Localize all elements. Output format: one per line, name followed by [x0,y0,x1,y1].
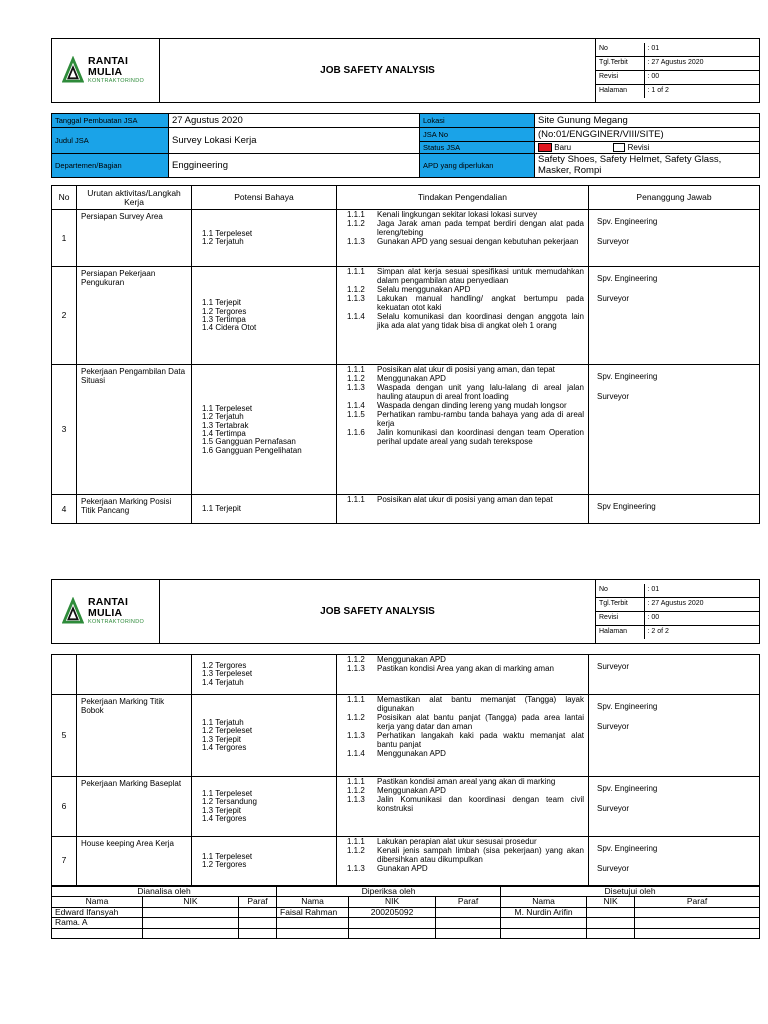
control-text: Menggunakan APD [377,785,446,795]
table-row [52,365,760,495]
empty-cell [239,928,277,938]
control-number: 1.1.3 [347,663,365,673]
hazard-item: 1.6 Gangguan Pengelihatan [202,445,302,455]
step-activity: Pekerjaan Marking Posisi Titik Pancang [77,495,192,524]
document-header-2 [51,579,760,644]
checker-nik: 200205092 [349,907,436,917]
hazard-list [192,365,337,495]
control-number: 1.1.3 [347,237,365,247]
responsible-person: Surveyor [597,662,630,671]
meta-tgl-label: Tgl.Terbit [596,598,644,612]
hazard-item: 1.4 Tertimpa [202,428,246,438]
responsible-person: Surveyor [597,803,630,813]
analyst-paraf-1 [239,907,277,917]
hazard-item: 1.4 Tergores [202,742,247,752]
control-number: 1.1.2 [347,285,365,295]
step-number: 3 [52,365,77,495]
control-number: 1.1.1 [347,210,365,220]
empty-cell [143,918,239,928]
control-number: 1.1.2 [347,374,365,384]
control-text: Lakukan manual handling/ angkat bertumpu pada kekuatan otot kaki [377,294,584,313]
paraf-header: Paraf [635,897,760,907]
control-number: 1.1.1 [347,365,365,375]
meta-rev-label: Revisi [596,612,644,626]
control-item [347,268,584,286]
approver-name: M. Nurdin Arifin [501,907,587,917]
hazard-list [192,777,337,837]
jsa-page-2 [51,579,759,939]
nik-header: NIK [349,897,436,907]
responsible-list [589,655,760,695]
checker-name: Faisal Rahman [277,907,349,917]
meta-rev-value: : 00 [644,71,759,85]
meta-tgl-value: : 27 Agustus 2020 [644,57,759,71]
apd-label: APD yang diperlukan [420,154,535,178]
control-number: 1.1.3 [347,383,365,393]
lokasi-value: Site Gunung Megang [535,114,760,128]
nik-header: NIK [143,897,239,907]
control-list [337,695,589,777]
step-number: 7 [52,837,77,886]
hazard-item: 1.2 Tersandung [202,797,258,807]
approver-nik [587,907,635,917]
meta-hal-label: Halaman [596,625,644,638]
hazard-item: 1.1 Terjepit [202,298,241,308]
control-number: 1.1.2 [347,712,365,722]
analyst-name-2: Rama. A [52,918,143,928]
table-row [52,777,760,837]
hazard-item: 1.4 Tergores [202,813,247,823]
meta-no-value: : 01 [647,586,660,594]
dept-value: Enggineering [169,154,420,178]
control-number: 1.1.1 [347,777,365,786]
control-text: Menggunakan APD [377,655,446,664]
paraf-header: Paraf [436,897,501,907]
jsano-value: (No:01/ENGGINER/VIII/SITE) [535,128,760,142]
responsible-person: Surveyor [597,237,630,247]
control-item [347,295,584,313]
responsible-person: Surveyor [597,294,630,304]
control-number: 1.1.4 [347,401,365,411]
dept-label: Departemen/Bagian [52,154,169,178]
control-text: Gunakan APD yang sesuai dengan kebutuhan pekerjaan [377,237,579,247]
dianalisa-heading: Dianalisa oleh [52,886,277,896]
responsible-person: Spv. Engineering [597,274,658,284]
empty-cell [501,928,587,938]
hazard-item: 1.2 Terpeleset [202,726,253,736]
control-number: 1.1.2 [347,785,365,795]
control-item [347,384,584,402]
responsible-person: Spv. Engineering [597,372,658,382]
control-item [347,847,584,865]
responsible-person: Surveyor [597,863,630,873]
step-number: 5 [52,695,77,777]
empty-cell [436,928,501,938]
responsible-person: Spv. Engineering [597,844,658,853]
control-item [347,732,584,750]
empty-cell [587,918,635,928]
step-activity: Pekerjaan Pengambilan Data Situasi [77,365,192,495]
control-item [347,429,584,447]
control-list [337,655,589,695]
document-meta [596,39,760,103]
table-row [52,695,760,777]
control-text: Posisikan alat ukur di posisi yang aman, dan tepat [377,365,555,375]
control-number: 1.1.2 [347,655,365,664]
hazard-item: 1.5 Gangguan Pernafasan [202,437,296,447]
lokasi-label: Lokasi [420,114,535,128]
apd-value: Safety Shoes, Safety Helmet, Safety Glass, Masker, Rompi [535,154,760,178]
step-number: 1 [52,210,77,267]
step-activity: Persiapan Survey Area [77,210,192,267]
table-row [52,267,760,365]
paraf-header: Paraf [239,897,277,907]
meta-no-label: No [596,584,644,597]
table-row [52,210,760,267]
control-item [347,496,584,505]
hazard-item: 1.2 Tergores [202,306,247,316]
meta-no-label: No [596,43,644,56]
hazard-list [192,655,337,695]
responsible-list [589,695,760,777]
nama-header: Nama [52,897,143,907]
company-logo-2 [52,597,159,627]
control-text: Kenali jenis sampah limbah (sisa pekerjaan) yang akan dibersihkan atau dikumpulkan [377,845,584,864]
control-number: 1.1.1 [347,495,365,505]
responsible-list [589,777,760,837]
hazard-item: 1.3 Terpeleset [202,669,253,679]
hazard-item: 1.1 Terpeleset [202,851,253,861]
hazard-item: 1.3 Tertabrak [202,420,249,430]
col-urutan: Urutan aktivitas/Langkah Kerja [77,186,192,210]
control-text: Menggunakan APD [377,374,446,384]
control-item [347,220,584,238]
control-item [347,796,584,814]
responsible-person: Surveyor [597,721,630,731]
status-label: Status JSA [420,142,535,154]
control-text: Pastikan kondisi Area yang akan di marking aman [377,663,554,673]
responsible-list [589,267,760,365]
control-text: Jalin Komunikasi dan koordinasi dengan team civil konstruksi [377,794,584,813]
control-text: Perhatikan rambu-rambu tanda bahaya yang ada di areal kerja [377,410,584,429]
hazard-item: 1.3 Terjepit [202,805,241,815]
status-revisi-label: Revisi [627,143,650,152]
control-number: 1.1.1 [347,267,365,277]
step-number: 4 [52,495,77,524]
responsible-person: Spv Engineering [597,502,656,512]
step-activity: Pekerjaan Marking Baseplat [77,777,192,837]
responsible-person: Surveyor [597,392,630,402]
meta-hal-label: Halaman [596,84,644,97]
control-text: Pastikan kondisi aman areal yang akan di marking [377,777,556,786]
empty-cell [239,918,277,928]
control-text: Lakukan perapian alat ukur sesusai prosedur [377,837,537,846]
rantai-mulia-logo-icon [62,56,84,86]
meta-rev-value: : 00 [644,612,759,626]
meta-hal-value: : 1 of 2 [644,84,759,97]
hazard-item: 1.3 Terjepit [202,734,241,744]
hazard-item: 1.1 Terjepit [202,504,241,514]
company-logo-cell-2 [52,580,160,644]
control-number: 1.1.1 [347,695,365,704]
company-subtitle-2: KONTRAKTORINDO [88,619,145,626]
control-text: Posisikan alat bantu panjat (Tangga) pada area lantai kerja yang datar dan aman [377,712,584,731]
approver-paraf [635,907,760,917]
empty-cell [277,928,349,938]
meta-no-value: : 01 [647,45,660,53]
table-row [52,655,760,695]
hazard-item: 1.3 Tertimpa [202,314,246,324]
col-pj: Penanggung Jawab [589,186,760,210]
control-list [337,777,589,837]
control-item [347,411,584,429]
control-list [337,365,589,495]
meta-tgl-label: Tgl.Terbit [596,57,644,71]
tanggal-label: Tanggal Pembuatan JSA [52,114,169,128]
empty-cell [635,928,760,938]
control-text: Simpan alat kerja sesuai spesifikasi untuk memudahkan dalam pengambilan atau penyediaan [377,267,584,286]
control-text: Selalu menggunakan APD [377,285,471,295]
rantai-mulia-logo-icon [62,597,84,627]
jsa-steps-table-2 [51,654,760,886]
empty-cell [277,918,349,928]
hazard-list [192,837,337,886]
step-activity: Persiapan Pekerjaan Pengukuran [77,267,192,365]
meta-tgl-value: : 27 Agustus 2020 [644,598,759,612]
hazard-item: 1.1 Terjatuh [202,717,244,727]
control-item [347,665,584,674]
empty-cell [349,928,436,938]
hazard-item: 1.2 Tergores [202,660,247,670]
control-text: Perhatikan langakah kaki pada waktu memanjat alat bantu panjat [377,730,584,749]
company-subtitle: KONTRAKTORINDO [88,78,145,85]
hazard-list [192,267,337,365]
empty-cell [635,918,760,928]
control-number: 1.1.3 [347,294,365,304]
meta-rev-label: Revisi [596,71,644,85]
control-number: 1.1.2 [347,845,365,855]
control-number: 1.1.2 [347,219,365,229]
document-meta-2 [596,580,760,644]
control-number: 1.1.4 [347,748,365,758]
control-text: Jalin komunikasi dan koordinasi dengan team Operation perihal update areal yang sudah terekspose [377,428,584,447]
status-revisi-checkbox [613,143,625,152]
responsible-list [589,365,760,495]
checker-paraf [436,907,501,917]
diperiksa-heading: Diperiksa oleh [277,886,501,896]
responsible-person: Spv. Engineering [597,784,658,793]
control-number: 1.1.1 [347,837,365,846]
step-number: 2 [52,267,77,365]
judul-value: Survey Lokasi Kerja [169,128,420,154]
responsible-list [589,837,760,886]
company-logo-cell [52,39,160,103]
status-baru-checkbox [538,143,552,152]
company-logo [52,56,159,86]
control-text: Memastikan alat bantu memanjat (Tangga) layak digunakan [377,695,584,713]
control-text: Posisikan alat ukur di posisi yang aman dan tepat [377,495,553,505]
responsible-list [589,210,760,267]
hazard-item: 1.2 Tergores [202,859,247,869]
empty-cell [143,928,239,938]
hazard-item: 1.1 Terpeleset [202,788,253,798]
control-item [347,696,584,714]
control-text: Waspada dengan unit yang lalu-lalang di areal jalan hauling ataupun di areal front loading [377,383,584,402]
control-list [337,495,589,524]
table-row [52,495,760,524]
document-title: JOB SAFETY ANALYSIS [160,39,596,103]
empty-cell [436,918,501,928]
empty-cell [52,928,143,938]
step-number [52,655,77,695]
responsible-person: Spv. Engineering [597,217,658,227]
control-number: 1.1.4 [347,312,365,322]
status-value [535,142,760,154]
disetujui-heading: Disetujui oleh [501,886,760,896]
document-header [51,38,760,103]
tanggal-value: 27 Agustus 2020 [169,114,420,128]
hazard-list [192,695,337,777]
hazard-item: 1.2 Terjatuh [202,412,244,422]
control-number: 1.1.3 [347,794,365,804]
nik-header: NIK [587,897,635,907]
control-number: 1.1.6 [347,428,365,438]
control-text: Waspada dengan dinding lereng yang mudah longsor [377,401,567,411]
hazard-list [192,495,337,524]
status-baru-label: Baru [554,143,572,152]
control-number: 1.1.5 [347,410,365,420]
responsible-list [589,495,760,524]
control-text: Kenali lingkungan sekitar lokasi lokasi survey [377,210,538,220]
empty-cell [501,918,587,928]
nama-header: Nama [501,897,587,907]
step-activity: House keeping Area Kerja [77,837,192,886]
table-row [52,837,760,886]
nama-header: Nama [277,897,349,907]
hazard-item: 1.4 Cidera Otot [202,323,257,333]
control-text: Gunakan APD [377,863,428,873]
analyst-name-1: Edward Ifansyah [52,907,143,917]
col-potensi: Potensi Bahaya [192,186,337,210]
jsa-steps-table-1 [51,185,760,524]
empty-cell [349,918,436,928]
control-number: 1.1.3 [347,863,365,873]
jsa-page-1 [51,38,759,524]
hazard-item: 1.1 Terpeleset [202,229,253,238]
meta-hal-value: : 2 of 2 [644,625,759,638]
hazard-item: 1.4 Terjatuh [202,677,244,687]
document-title-2: JOB SAFETY ANALYSIS [160,580,596,644]
col-tindakan: Tindakan Pengendalian [337,186,589,210]
control-item [347,714,584,732]
control-text: Menggunakan APD [377,748,446,758]
control-item [347,865,584,874]
jsano-label: JSA No [420,128,535,142]
step-number: 6 [52,777,77,837]
control-item [347,313,584,331]
control-text: Jaga Jarak aman pada tempat berdiri dengan alat pada lereng/tebing [377,219,584,238]
col-no: No [52,186,77,210]
hazard-item: 1.2 Terjatuh [202,237,244,247]
control-text: Selalu komunikasi dan koordinasi dengan anggota lain jika ada alat yang tidak bisa di angkat oleh 1 orang [377,312,584,331]
control-item [347,750,584,759]
control-number: 1.1.3 [347,730,365,740]
hazard-list [192,210,337,267]
control-list [337,267,589,365]
empty-cell [587,928,635,938]
step-activity: Pekerjaan Marking Titik Bobok [77,695,192,777]
control-list [337,210,589,267]
judul-label: Judul JSA [52,128,169,154]
step-activity [77,655,192,695]
company-name: RANTAI MULIA [88,55,129,78]
signoff-table [51,886,760,939]
analyst-nik-1 [143,907,239,917]
hazard-item: 1.1 Terpeleset [202,403,253,413]
control-list [337,837,589,886]
control-item [347,238,584,247]
responsible-person: Spv. Engineering [597,702,658,711]
jsa-info-table [51,113,760,178]
company-name-2: RANTAI MULIA [88,596,129,619]
